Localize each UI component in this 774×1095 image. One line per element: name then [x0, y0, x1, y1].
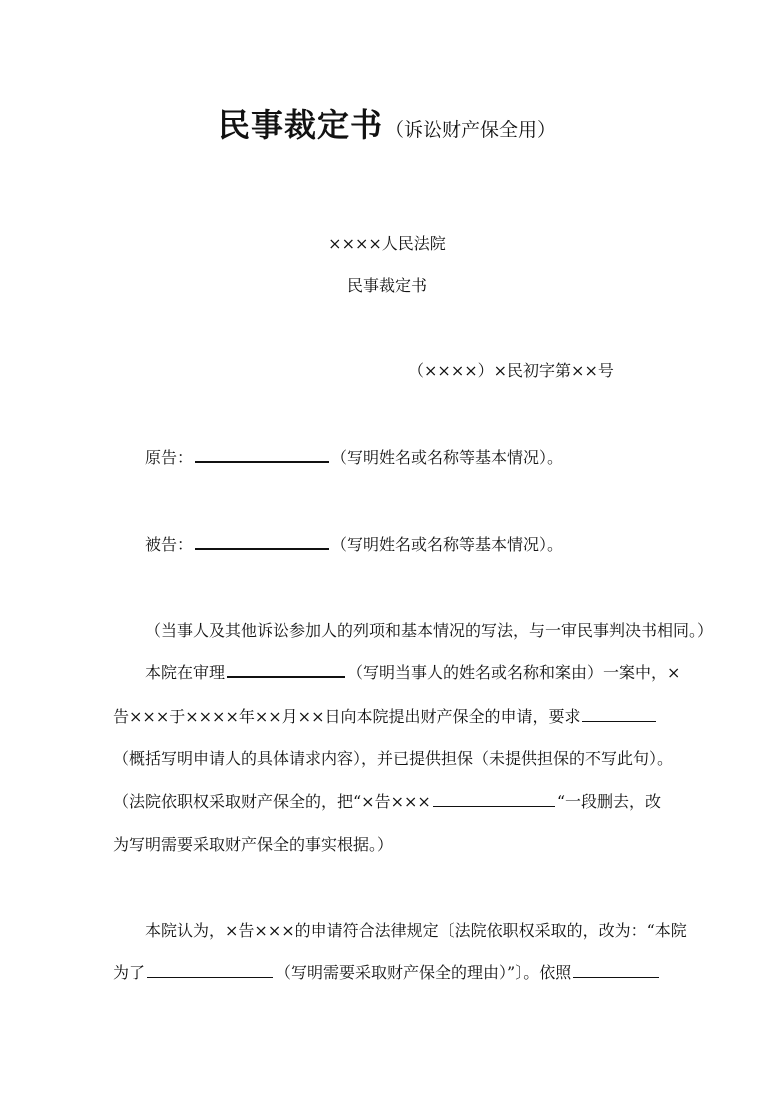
p1-line2 — [113, 704, 658, 727]
p1-l1b: （写明当事人的姓名或名称和案由）一案中，× — [347, 663, 681, 682]
defendant-note: （写明姓名或名称等基本情况）。 — [331, 535, 564, 554]
p1-line3: （概括写明申请人的具体请求内容），并已提供担保（未提供担保的不写此句）。 — [113, 749, 674, 768]
legal-basis-blank — [573, 976, 659, 978]
p2-line2 — [113, 960, 661, 983]
p2-l2b: （写明需要采取财产保全的理由）”〕。依照 — [275, 963, 572, 982]
court-name: ××××人民法院 — [328, 234, 446, 253]
p2-l2a: 为了 — [113, 963, 146, 982]
p1-line1 — [145, 660, 680, 683]
reason-blank — [147, 976, 273, 978]
p1-l2a: 告×××于××××年××月××日向本院提出财产保全的申请，要求 — [113, 707, 581, 726]
doc-name: 民事裁定书 — [346, 276, 427, 295]
defendant-blank — [195, 547, 329, 550]
plaintiff-label: 原告： — [145, 448, 194, 467]
facts-blank — [433, 805, 555, 807]
case-number: （××××）×民初字第××号 — [408, 361, 614, 380]
case-blank — [227, 675, 345, 678]
plaintiff-blank — [195, 460, 329, 463]
defendant-label: 被告： — [145, 535, 194, 554]
p2-line1: 本院认为，×告×××的申请符合法律规定〔法院依职权采取的，改为：“本院 — [145, 921, 687, 940]
defendant-line — [145, 532, 563, 555]
p1-line5: 为写明需要采取财产保全的事实根据。） — [113, 835, 394, 854]
title-sub: （诉讼财产保全用） — [385, 119, 557, 141]
title-main: 民事裁定书 — [217, 106, 383, 144]
p1-line4 — [113, 789, 661, 812]
document-title — [0, 100, 774, 146]
p1-l4b: “一段删去，改 — [556, 792, 661, 811]
parties-note: （当事人及其他诉讼参加人的列项和基本情况的写法，与一审民事判决书相同。） — [145, 621, 714, 640]
plaintiff-line — [145, 445, 563, 468]
p1-l1a: 本院在审理 — [145, 663, 226, 682]
request-blank — [582, 720, 656, 722]
p1-l4a: （法院依职权采取财产保全的，把“×告××× — [113, 792, 431, 811]
plaintiff-note: （写明姓名或名称等基本情况）。 — [331, 448, 564, 467]
